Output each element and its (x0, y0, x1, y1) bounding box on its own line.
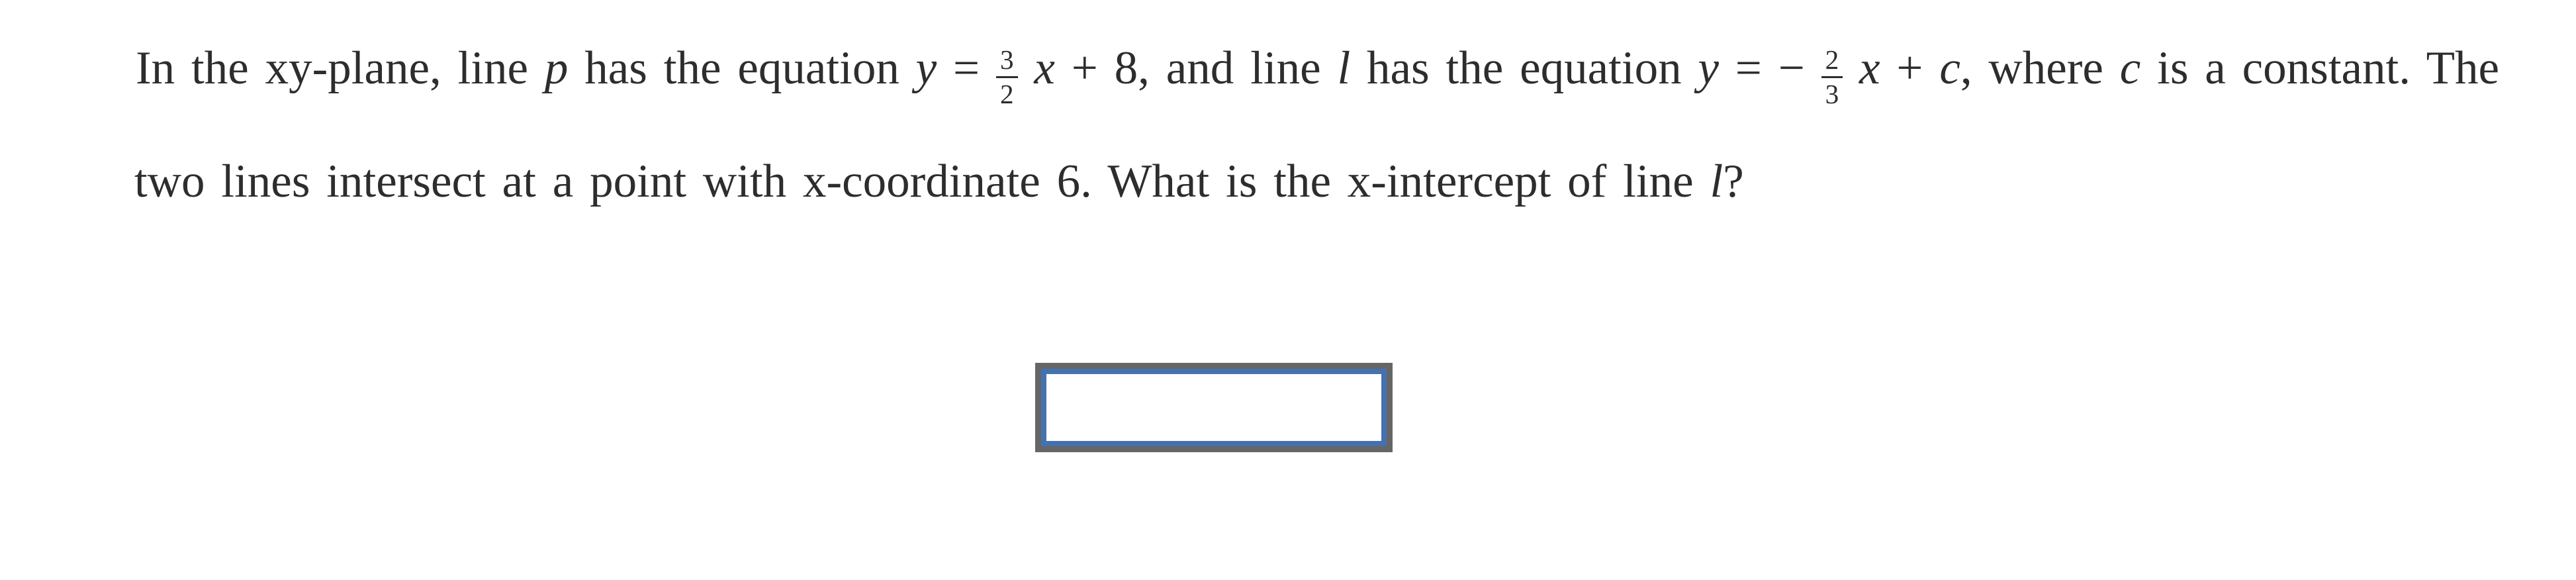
question-text-line-1 (136, 42, 2499, 110)
question-text-segment (1843, 42, 1859, 94)
question-text-segment: + (1880, 42, 1940, 94)
question-text-segment (1018, 42, 1035, 94)
answer-input[interactable] (1041, 369, 1387, 446)
answer-box (1035, 363, 1393, 452)
fraction-numerator: 2 (1825, 44, 1839, 75)
math-variable-x: x (1034, 42, 1055, 94)
question-text-segment: = (937, 42, 996, 94)
fraction-two-thirds (1821, 46, 1843, 109)
fraction-three-halves (996, 46, 1018, 109)
question-text-line-2 (134, 158, 1744, 205)
math-variable-y: y (915, 42, 937, 94)
question-text-segment: two lines intersect at a point with x-coordinate 6. What is the x-intercept of line (134, 156, 1710, 207)
question-text-segment: has the equation (1350, 42, 1698, 94)
math-variable-c: c (2119, 42, 2141, 94)
question-text-segment: , where (1960, 42, 2120, 94)
question-text-segment: + 8, and line (1054, 42, 1338, 94)
question-text-segment: is a constant. The (2140, 42, 2499, 94)
math-variable-l: l (1710, 156, 1724, 207)
question-text-segment: In the xy-plane, line (136, 42, 545, 94)
math-variable-y: y (1698, 42, 1719, 94)
math-variable-c: c (1939, 42, 1960, 94)
fraction-denominator: 2 (996, 76, 1018, 109)
question-text-segment: = − (1718, 42, 1821, 94)
math-variable-p: p (544, 42, 569, 94)
math-variable-l: l (1337, 42, 1351, 94)
question-text-segment: has the equation (568, 42, 916, 94)
fraction-numerator: 3 (999, 44, 1014, 75)
math-variable-x: x (1859, 42, 1880, 94)
question-text-segment: ? (1723, 156, 1744, 207)
fraction-denominator: 3 (1821, 76, 1843, 109)
